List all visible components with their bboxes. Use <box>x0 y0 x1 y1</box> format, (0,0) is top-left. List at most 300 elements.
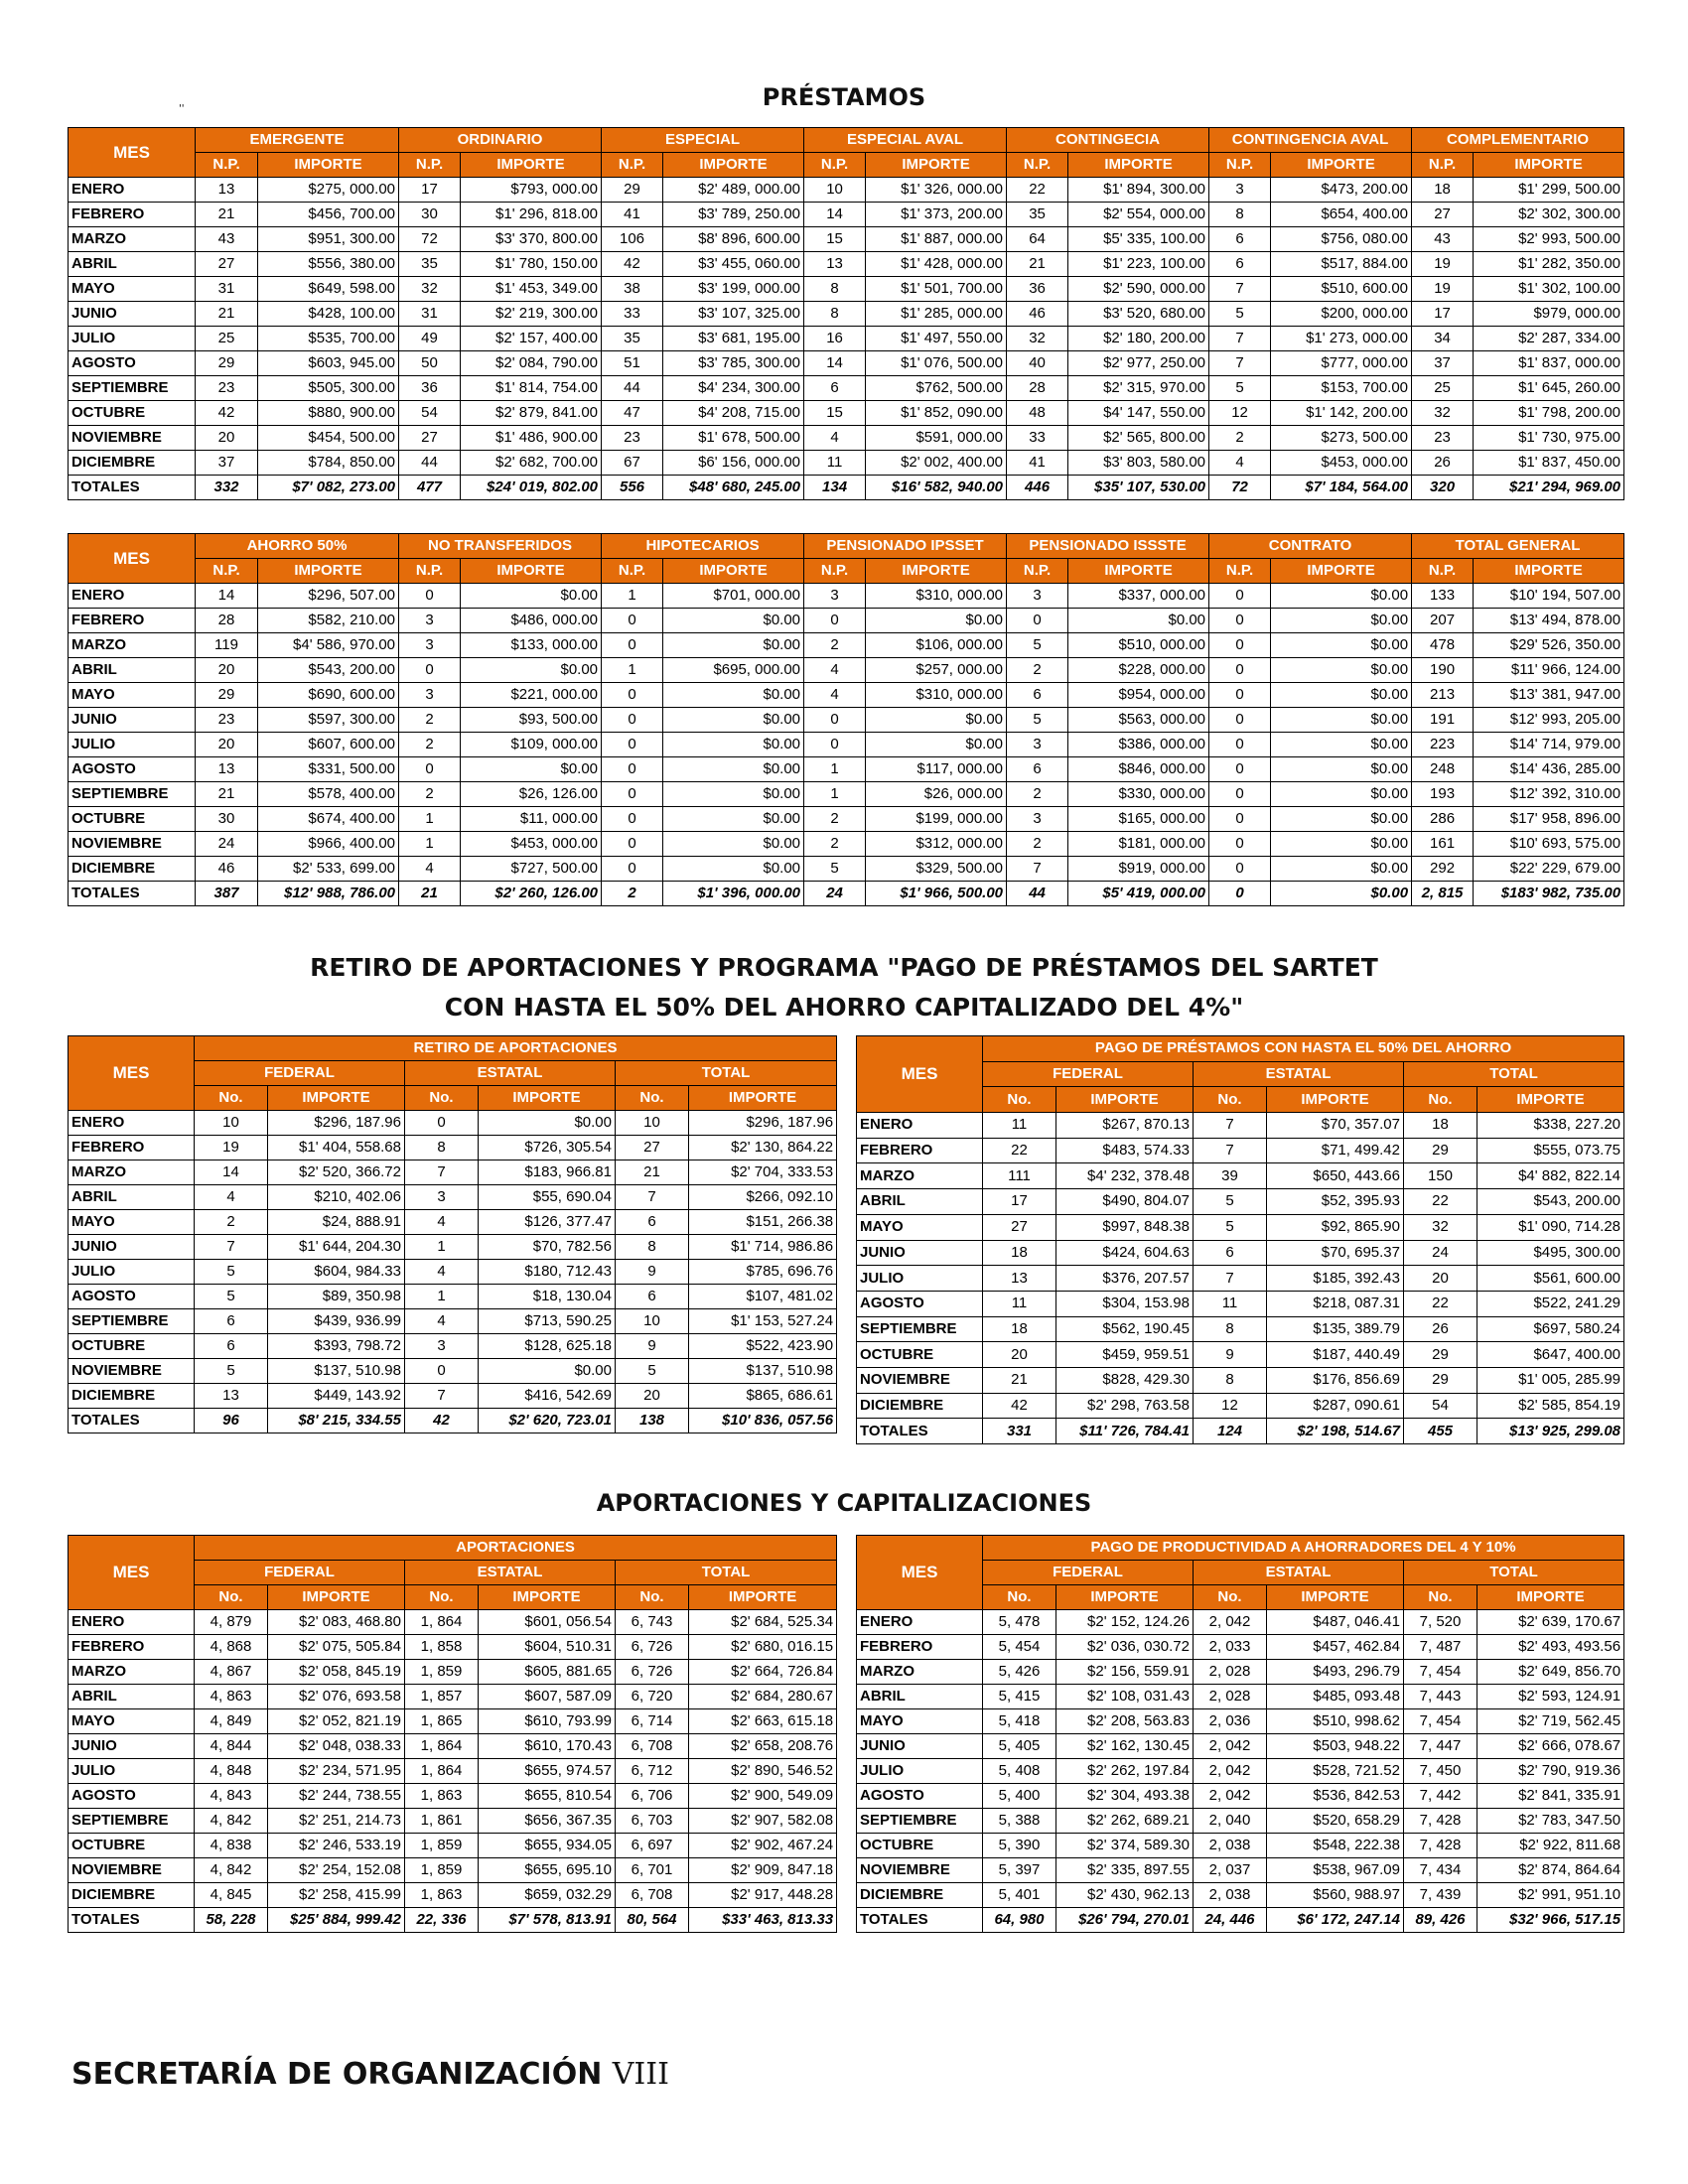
count-cell: 29 <box>1404 1342 1477 1368</box>
count-cell: 0 <box>1209 782 1271 807</box>
count-cell: 331 <box>983 1419 1056 1444</box>
table-title: PAGO DE PRODUCTIVIDAD A AHORRADORES DEL 4 Y 10% <box>983 1536 1624 1561</box>
amount-cell: $2' 304, 493.38 <box>1056 1784 1194 1809</box>
federal-header: FEDERAL <box>983 1061 1194 1087</box>
count-cell: 0 <box>1209 633 1271 658</box>
amount-cell: $2' 783, 347.50 <box>1477 1809 1624 1834</box>
count-cell: 29 <box>602 178 663 203</box>
pago-productividad-table <box>856 1535 1624 1933</box>
group-header: CONTINGENCIA AVAL <box>1209 128 1412 153</box>
month-cell: DICIEMBRE <box>857 1393 983 1419</box>
importe-header: IMPORTE <box>1068 153 1209 178</box>
count-cell: 22 <box>1007 178 1068 203</box>
amount-cell: $1' 076, 500.00 <box>866 351 1007 376</box>
table-row <box>69 1185 837 1210</box>
count-cell: 36 <box>1007 277 1068 302</box>
count-cell: 8 <box>616 1235 689 1260</box>
count-cell: 111 <box>983 1163 1056 1189</box>
amount-cell: $2' 258, 415.99 <box>268 1883 405 1908</box>
count-cell: 29 <box>1404 1138 1477 1163</box>
count-cell: 7, 447 <box>1404 1734 1477 1759</box>
table-row <box>857 1883 1624 1908</box>
amount-cell: $543, 200.00 <box>258 658 399 683</box>
amount-cell: $2' 922, 811.68 <box>1477 1834 1624 1858</box>
count-cell: 46 <box>1007 302 1068 327</box>
count-cell: 64 <box>1007 227 1068 252</box>
amount-cell: $393, 798.72 <box>268 1334 405 1359</box>
amount-cell: $459, 959.51 <box>1056 1342 1194 1368</box>
importe-header: IMPORTE <box>268 1585 405 1610</box>
count-cell: 8 <box>1209 203 1271 227</box>
count-cell: 35 <box>399 252 461 277</box>
amount-cell: $133, 000.00 <box>461 633 602 658</box>
amount-cell: $92, 865.90 <box>1267 1214 1404 1240</box>
count-cell: 5, 418 <box>983 1709 1056 1734</box>
amount-cell: $2' 244, 738.55 <box>268 1784 405 1809</box>
count-cell: 21 <box>196 203 258 227</box>
count-cell: 40 <box>1007 351 1068 376</box>
amount-cell: $0.00 <box>1271 733 1412 757</box>
amount-cell: $1' 780, 150.00 <box>461 252 602 277</box>
amount-cell: $2' 374, 589.30 <box>1056 1834 1194 1858</box>
table-row <box>69 584 1624 609</box>
heading-prestamos: PRÉSTAMOS <box>762 83 926 111</box>
amount-cell: $1' 005, 285.99 <box>1477 1367 1624 1393</box>
count-cell: 64, 980 <box>983 1908 1056 1933</box>
amount-cell: $0.00 <box>663 807 804 832</box>
amount-cell: $1' 837, 450.00 <box>1474 451 1624 476</box>
amount-cell: $1' 501, 700.00 <box>866 277 1007 302</box>
count-cell: 7, 443 <box>1404 1685 1477 1709</box>
count-cell: 5, 400 <box>983 1784 1056 1809</box>
count-cell: 138 <box>616 1409 689 1433</box>
count-cell: 11 <box>1194 1291 1267 1316</box>
amount-cell: $449, 143.92 <box>268 1384 405 1409</box>
month-cell: FEBRERO <box>69 609 196 633</box>
amount-cell: $2' 639, 170.67 <box>1477 1610 1624 1635</box>
count-cell: 42 <box>602 252 663 277</box>
np-header: N.P. <box>1007 153 1068 178</box>
month-cell: ABRIL <box>857 1685 983 1709</box>
amount-cell: $0.00 <box>663 782 804 807</box>
count-cell: 0 <box>1209 708 1271 733</box>
count-cell: 320 <box>1412 476 1474 500</box>
month-cell: NOVIEMBRE <box>69 426 196 451</box>
count-cell: 42 <box>405 1409 479 1433</box>
amount-cell: $89, 350.98 <box>268 1285 405 1309</box>
amount-cell: $12' 392, 310.00 <box>1474 782 1624 807</box>
amount-cell: $1' 396, 000.00 <box>663 882 804 906</box>
amount-cell: $535, 700.00 <box>258 327 399 351</box>
prestamos-table-2 <box>68 533 1624 906</box>
count-cell: 161 <box>1412 832 1474 857</box>
count-cell: 4 <box>804 683 866 708</box>
count-cell: 7 <box>1007 857 1068 882</box>
table-row <box>857 1342 1624 1368</box>
amount-cell: $14' 436, 285.00 <box>1474 757 1624 782</box>
table-title: RETIRO DE APORTACIONES <box>195 1036 837 1061</box>
count-cell: 3 <box>405 1185 479 1210</box>
mes-header: MES <box>69 1036 195 1111</box>
table-row <box>857 1291 1624 1316</box>
count-cell: 16 <box>804 327 866 351</box>
estatal-header: ESTATAL <box>1194 1561 1404 1585</box>
count-cell: 2, 040 <box>1194 1809 1267 1834</box>
count-cell: 29 <box>1404 1367 1477 1393</box>
month-cell: TOTALES <box>857 1419 983 1444</box>
totals-row <box>69 882 1624 906</box>
count-cell: 1 <box>405 1235 479 1260</box>
count-cell: 21 <box>196 782 258 807</box>
count-cell: 24 <box>196 832 258 857</box>
month-cell: DICIEMBRE <box>69 451 196 476</box>
count-cell: 1 <box>804 757 866 782</box>
no-header: No. <box>983 1087 1056 1113</box>
count-cell: 106 <box>602 227 663 252</box>
count-cell: 4, 879 <box>195 1610 268 1635</box>
count-cell: 0 <box>399 757 461 782</box>
amount-cell: $2' 287, 334.00 <box>1474 327 1624 351</box>
amount-cell: $337, 000.00 <box>1068 584 1209 609</box>
amount-cell: $1' 142, 200.00 <box>1271 401 1412 426</box>
amount-cell: $70, 357.07 <box>1267 1113 1404 1139</box>
amount-cell: $966, 400.00 <box>258 832 399 857</box>
amount-cell: $0.00 <box>1271 683 1412 708</box>
count-cell: 6, 726 <box>616 1635 689 1660</box>
count-cell: 4 <box>399 857 461 882</box>
table-row <box>69 451 1624 476</box>
no-header: No. <box>616 1086 689 1111</box>
count-cell: 25 <box>1412 376 1474 401</box>
count-cell: 7, 428 <box>1404 1834 1477 1858</box>
month-cell: AGOSTO <box>69 1784 195 1809</box>
importe-header: IMPORTE <box>1474 153 1624 178</box>
amount-cell: $4' 208, 715.00 <box>663 401 804 426</box>
count-cell: 22, 336 <box>405 1908 479 1933</box>
month-cell: JUNIO <box>69 1235 195 1260</box>
amount-cell: $439, 936.99 <box>268 1309 405 1334</box>
count-cell: 54 <box>1404 1393 1477 1419</box>
table-row <box>69 1334 837 1359</box>
table-row <box>857 1163 1624 1189</box>
month-cell: JULIO <box>69 327 196 351</box>
amount-cell: $296, 187.96 <box>268 1111 405 1136</box>
table-row <box>69 609 1624 633</box>
count-cell: 4, 844 <box>195 1734 268 1759</box>
count-cell: 1 <box>602 658 663 683</box>
amount-cell: $2' 076, 693.58 <box>268 1685 405 1709</box>
count-cell: 5 <box>195 1359 268 1384</box>
count-cell: 6 <box>1209 227 1271 252</box>
count-cell: 21 <box>983 1367 1056 1393</box>
amount-cell: $655, 695.10 <box>479 1858 616 1883</box>
table-row <box>69 252 1624 277</box>
count-cell: 5 <box>195 1285 268 1309</box>
amount-cell: $0.00 <box>1271 807 1412 832</box>
np-header: N.P. <box>399 559 461 584</box>
amount-cell: $386, 000.00 <box>1068 733 1209 757</box>
amount-cell: $4' 586, 970.00 <box>258 633 399 658</box>
count-cell: 7 <box>616 1185 689 1210</box>
count-cell: 20 <box>196 658 258 683</box>
count-cell: 0 <box>602 757 663 782</box>
table-row <box>69 426 1624 451</box>
amount-cell: $2' 262, 689.21 <box>1056 1809 1194 1834</box>
group-header: AHORRO 50% <box>196 534 399 559</box>
count-cell: 20 <box>983 1342 1056 1368</box>
count-cell: 13 <box>195 1384 268 1409</box>
count-cell: 9 <box>1194 1342 1267 1368</box>
amount-cell: $6' 156, 000.00 <box>663 451 804 476</box>
count-cell: 12 <box>1209 401 1271 426</box>
amount-cell: $1' 837, 000.00 <box>1474 351 1624 376</box>
amount-cell: $2' 298, 763.58 <box>1056 1393 1194 1419</box>
month-cell: SEPTIEMBRE <box>857 1316 983 1342</box>
count-cell: 0 <box>602 782 663 807</box>
table-row <box>857 1240 1624 1266</box>
no-header: No. <box>1404 1087 1477 1113</box>
count-cell: 7 <box>1194 1138 1267 1163</box>
np-header: N.P. <box>1412 559 1474 584</box>
amount-cell: $2' 083, 468.80 <box>268 1610 405 1635</box>
amount-cell: $2' 493, 493.56 <box>1477 1635 1624 1660</box>
amount-cell: $1' 299, 500.00 <box>1474 178 1624 203</box>
importe-header: IMPORTE <box>663 559 804 584</box>
table-row <box>69 1858 837 1883</box>
table-title: APORTACIONES <box>195 1536 837 1561</box>
count-cell: 51 <box>602 351 663 376</box>
table-row <box>69 1260 837 1285</box>
amount-cell: $2' 156, 559.91 <box>1056 1660 1194 1685</box>
count-cell: 15 <box>804 401 866 426</box>
amount-cell: $2' 108, 031.43 <box>1056 1685 1194 1709</box>
amount-cell: $560, 988.97 <box>1267 1883 1404 1908</box>
month-cell: AGOSTO <box>69 351 196 376</box>
amount-cell: $52, 395.93 <box>1267 1189 1404 1215</box>
count-cell: 387 <box>196 882 258 906</box>
amount-cell: $0.00 <box>1271 708 1412 733</box>
count-cell: 28 <box>1007 376 1068 401</box>
amount-cell: $257, 000.00 <box>866 658 1007 683</box>
amount-cell: $605, 881.65 <box>479 1660 616 1685</box>
totals-row <box>857 1419 1624 1444</box>
count-cell: 7, 454 <box>1404 1709 1477 1734</box>
amount-cell: $2' 260, 126.00 <box>461 882 602 906</box>
month-cell: AGOSTO <box>857 1291 983 1316</box>
amount-cell: $493, 296.79 <box>1267 1660 1404 1685</box>
amount-cell: $424, 604.63 <box>1056 1240 1194 1266</box>
month-cell: ABRIL <box>857 1189 983 1215</box>
importe-header: IMPORTE <box>1477 1585 1624 1610</box>
amount-cell: $428, 100.00 <box>258 302 399 327</box>
count-cell: 6, 706 <box>616 1784 689 1809</box>
amount-cell: $12' 993, 205.00 <box>1474 708 1624 733</box>
table-row <box>69 782 1624 807</box>
count-cell: 2, 038 <box>1194 1834 1267 1858</box>
count-cell: 4, 867 <box>195 1660 268 1685</box>
amount-cell: $221, 000.00 <box>461 683 602 708</box>
count-cell: 4, 863 <box>195 1685 268 1709</box>
count-cell: 17 <box>1412 302 1474 327</box>
amount-cell: $846, 000.00 <box>1068 757 1209 782</box>
count-cell: 10 <box>804 178 866 203</box>
count-cell: 2 <box>399 708 461 733</box>
amount-cell: $165, 000.00 <box>1068 807 1209 832</box>
table-row <box>69 351 1624 376</box>
table-row <box>69 227 1624 252</box>
month-cell: SEPTIEMBRE <box>857 1809 983 1834</box>
amount-cell: $2' 620, 723.01 <box>479 1409 616 1433</box>
amount-cell: $951, 300.00 <box>258 227 399 252</box>
estatal-header: ESTATAL <box>405 1061 616 1086</box>
count-cell: 48 <box>1007 401 1068 426</box>
estatal-header: ESTATAL <box>405 1561 616 1585</box>
month-cell: TOTALES <box>69 882 196 906</box>
amount-cell: $183' 982, 735.00 <box>1474 882 1624 906</box>
count-cell: 49 <box>399 327 461 351</box>
amount-cell: $2' 430, 962.13 <box>1056 1883 1194 1908</box>
count-cell: 5 <box>616 1359 689 1384</box>
np-header: N.P. <box>196 559 258 584</box>
count-cell: 5 <box>804 857 866 882</box>
count-cell: 12 <box>1194 1393 1267 1419</box>
amount-cell: $756, 080.00 <box>1271 227 1412 252</box>
count-cell: 7 <box>405 1384 479 1409</box>
count-cell: 23 <box>1412 426 1474 451</box>
mes-header: MES <box>69 534 196 584</box>
amount-cell: $10' 194, 507.00 <box>1474 584 1624 609</box>
count-cell: 332 <box>196 476 258 500</box>
amount-cell: $71, 499.42 <box>1267 1138 1404 1163</box>
amount-cell: $2' 902, 467.24 <box>689 1834 837 1858</box>
month-cell: OCTUBRE <box>857 1834 983 1858</box>
importe-header: IMPORTE <box>1477 1087 1624 1113</box>
table-row <box>69 1160 837 1185</box>
amount-cell: $55, 690.04 <box>479 1185 616 1210</box>
table-row <box>69 683 1624 708</box>
amount-cell: $0.00 <box>461 757 602 782</box>
amount-cell: $1' 645, 260.00 <box>1474 376 1624 401</box>
count-cell: 5, 397 <box>983 1858 1056 1883</box>
pago-prestamos-ahorro-table <box>856 1035 1624 1444</box>
count-cell: 27 <box>983 1214 1056 1240</box>
total-header: TOTAL <box>1404 1061 1624 1087</box>
amount-cell: $275, 000.00 <box>258 178 399 203</box>
amount-cell: $2' 251, 214.73 <box>268 1809 405 1834</box>
table-row <box>69 376 1624 401</box>
amount-cell: $954, 000.00 <box>1068 683 1209 708</box>
count-cell: 4, 868 <box>195 1635 268 1660</box>
count-cell: 7 <box>1194 1266 1267 1292</box>
amount-cell: $273, 500.00 <box>1271 426 1412 451</box>
importe-header: IMPORTE <box>268 1086 405 1111</box>
count-cell: 42 <box>983 1393 1056 1419</box>
amount-cell: $8' 896, 600.00 <box>663 227 804 252</box>
amount-cell: $607, 600.00 <box>258 733 399 757</box>
amount-cell: $4' 147, 550.00 <box>1068 401 1209 426</box>
count-cell: 6, 714 <box>616 1709 689 1734</box>
importe-header: IMPORTE <box>258 559 399 584</box>
amount-cell: $655, 810.54 <box>479 1784 616 1809</box>
count-cell: 3 <box>1209 178 1271 203</box>
amount-cell: $3' 199, 000.00 <box>663 277 804 302</box>
amount-cell: $0.00 <box>866 609 1007 633</box>
count-cell: 42 <box>196 401 258 426</box>
table-row <box>69 1210 837 1235</box>
amount-cell: $604, 984.33 <box>268 1260 405 1285</box>
amount-cell: $1' 714, 986.86 <box>689 1235 837 1260</box>
amount-cell: $2' 048, 038.33 <box>268 1734 405 1759</box>
amount-cell: $528, 721.52 <box>1267 1759 1404 1784</box>
table-row <box>69 1660 837 1685</box>
amount-cell: $457, 462.84 <box>1267 1635 1404 1660</box>
table-row <box>69 1685 837 1709</box>
count-cell: 14 <box>804 351 866 376</box>
table-row <box>69 1309 837 1334</box>
amount-cell: $522, 423.90 <box>689 1334 837 1359</box>
amount-cell: $312, 000.00 <box>866 832 1007 857</box>
count-cell: 446 <box>1007 476 1068 500</box>
count-cell: 29 <box>196 683 258 708</box>
table-row <box>69 1784 837 1809</box>
importe-header: IMPORTE <box>866 153 1007 178</box>
count-cell: 43 <box>1412 227 1474 252</box>
totals-row <box>69 1908 837 1933</box>
retiro-aportaciones-table <box>68 1035 837 1433</box>
count-cell: 1 <box>399 832 461 857</box>
count-cell: 13 <box>983 1266 1056 1292</box>
amount-cell: $187, 440.49 <box>1267 1342 1404 1368</box>
amount-cell: $655, 934.05 <box>479 1834 616 1858</box>
count-cell: 2, 042 <box>1194 1784 1267 1809</box>
amount-cell: $3' 789, 250.00 <box>663 203 804 227</box>
amount-cell: $0.00 <box>663 708 804 733</box>
count-cell: 2, 042 <box>1194 1610 1267 1635</box>
count-cell: 1, 864 <box>405 1734 479 1759</box>
aportaciones-table <box>68 1535 837 1933</box>
amount-cell: $33' 463, 813.33 <box>689 1908 837 1933</box>
count-cell: 4 <box>405 1309 479 1334</box>
amount-cell: $3' 370, 800.00 <box>461 227 602 252</box>
count-cell: 0 <box>399 584 461 609</box>
amount-cell: $0.00 <box>461 584 602 609</box>
count-cell: 4 <box>405 1210 479 1235</box>
count-cell: 38 <box>602 277 663 302</box>
amount-cell: $2' 075, 505.84 <box>268 1635 405 1660</box>
np-header: N.P. <box>399 153 461 178</box>
amount-cell: $656, 367.35 <box>479 1809 616 1834</box>
count-cell: 6, 708 <box>616 1883 689 1908</box>
amount-cell: $0.00 <box>1271 782 1412 807</box>
count-cell: 134 <box>804 476 866 500</box>
count-cell: 0 <box>804 609 866 633</box>
month-cell: OCTUBRE <box>69 1834 195 1858</box>
amount-cell: $2' 152, 124.26 <box>1056 1610 1194 1635</box>
amount-cell: $0.00 <box>866 708 1007 733</box>
count-cell: 0 <box>602 633 663 658</box>
amount-cell: $2' 198, 514.67 <box>1267 1419 1404 1444</box>
count-cell: 455 <box>1404 1419 1477 1444</box>
count-cell: 1, 864 <box>405 1759 479 1784</box>
amount-cell: $548, 222.38 <box>1267 1834 1404 1858</box>
amount-cell: $0.00 <box>1271 658 1412 683</box>
count-cell: 89, 426 <box>1404 1908 1477 1933</box>
footer-roman: VIII <box>612 2057 669 2092</box>
amount-cell: $2' 489, 000.00 <box>663 178 804 203</box>
count-cell: 2, 038 <box>1194 1883 1267 1908</box>
amount-cell: $3' 785, 300.00 <box>663 351 804 376</box>
count-cell: 5 <box>1209 302 1271 327</box>
